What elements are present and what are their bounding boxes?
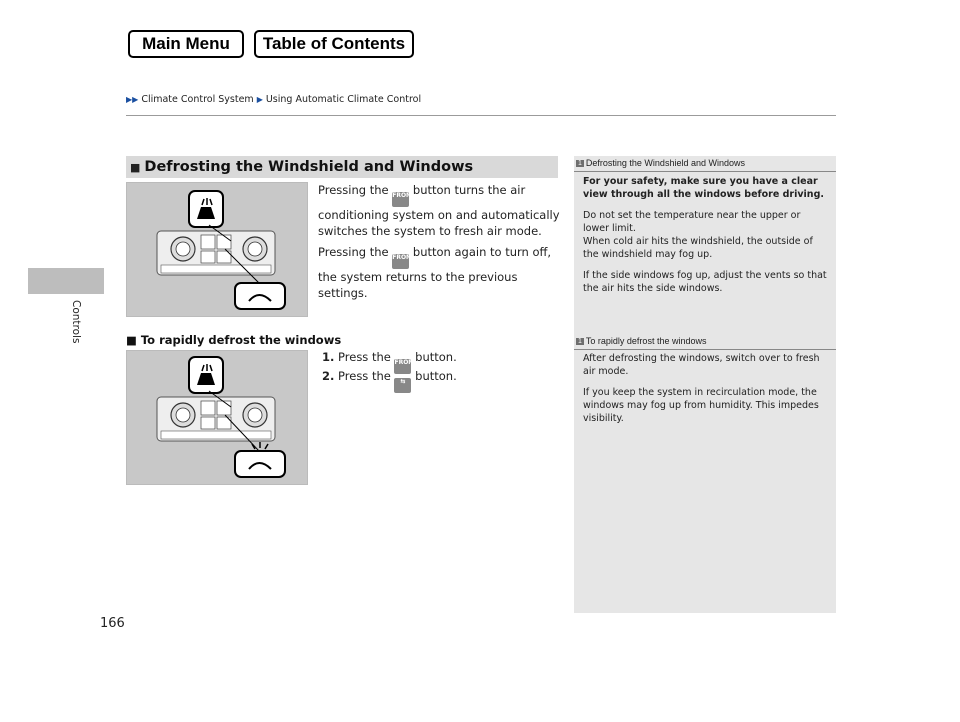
- defrost-description-paragraph: [318, 182, 560, 239]
- subsection-title: ■ To rapidly defrost the windows: [126, 333, 342, 347]
- step-text: button.: [411, 350, 457, 364]
- note-heading: [574, 336, 836, 350]
- step-text: button.: [411, 369, 457, 383]
- breadcrumb-item[interactable]: Using Automatic Climate Control: [265, 94, 422, 105]
- breadcrumb-arrow-icon: ▶: [256, 95, 263, 104]
- climate-panel-illustration: [126, 182, 308, 317]
- section-heading: [126, 156, 558, 178]
- header-divider: [126, 115, 836, 116]
- step-text: Press the: [338, 350, 395, 364]
- note-heading-text: To rapidly defrost the windows: [585, 336, 707, 346]
- section-title: Defrosting the Windshield and Windows: [144, 159, 474, 175]
- para-text: Pressing the: [318, 183, 393, 197]
- chapter-tab[interactable]: [28, 268, 104, 294]
- note-warning-text: For your safety, make sure you have a clear view through all the windows before driving.: [583, 176, 824, 200]
- recirculation-icon: ⇆: [394, 378, 411, 393]
- step-text: Press the: [338, 369, 395, 383]
- note-heading-text: Defrosting the Windshield and Windows: [585, 158, 745, 168]
- front-defrost-icon: FRONT: [394, 359, 411, 374]
- front-defrost-icon: FRONT: [392, 192, 409, 207]
- note-paragraph: If you keep the system in recirculation mode, the windows may fog up from humidity. This impedes visibility.: [583, 387, 819, 424]
- defrost-off-paragraph: [318, 244, 560, 301]
- table-of-contents-button[interactable]: Table of Contents: [254, 30, 414, 58]
- page-number: 166: [100, 616, 125, 631]
- front-defrost-icon: FRONT: [392, 254, 409, 269]
- step-number: 1.: [322, 350, 335, 364]
- main-menu-button[interactable]: Main Menu: [128, 30, 244, 58]
- breadcrumb-arrow-icon: ▶▶: [126, 95, 139, 104]
- breadcrumb-item[interactable]: Climate Control System: [141, 94, 254, 105]
- climate-panel-illustration-rapid: [126, 350, 308, 485]
- note-number: 1: [578, 160, 582, 167]
- para-text: Pressing the: [318, 245, 393, 259]
- breadcrumb: [126, 94, 421, 105]
- section-square-icon: ■: [130, 160, 141, 174]
- note-paragraph: After defrosting the windows, switch over to fresh air mode.: [583, 353, 820, 377]
- step-item: [322, 369, 457, 393]
- chapter-label: Controls: [70, 300, 82, 344]
- note-paragraph: Do not set the temperature near the upper or lower limit. When cold air hits the windshield, the outside of the windshield may fog up.: [583, 210, 813, 260]
- step-number: 2.: [322, 369, 335, 383]
- note-body: [583, 352, 829, 433]
- note-body: [583, 175, 829, 303]
- para-text: button again to turn off, the system returns to the previous settings.: [318, 245, 552, 300]
- note-heading: [574, 158, 836, 172]
- para-text: button turns the air conditioning system on and automatically switches the system to fresh air mode.: [318, 183, 560, 238]
- note-number: 1: [578, 338, 582, 345]
- note-paragraph: If the side windows fog up, adjust the vents so that the air hits the side windows.: [583, 270, 827, 294]
